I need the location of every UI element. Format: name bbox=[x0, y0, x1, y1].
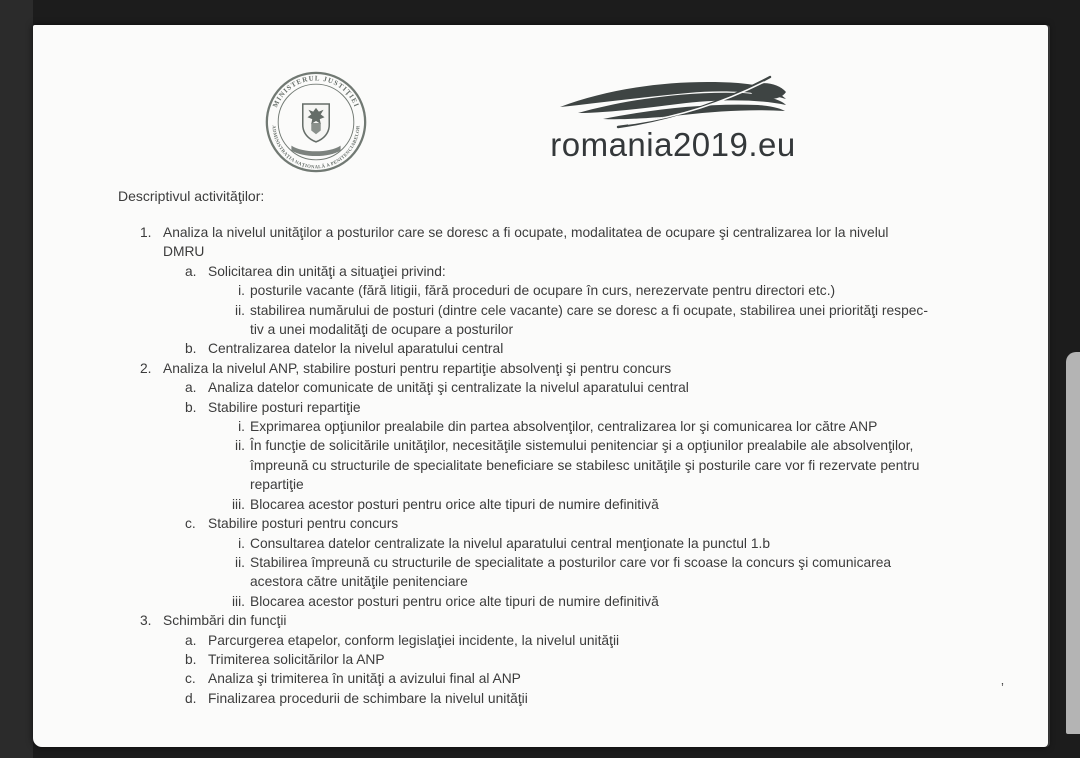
list-item-marker: d. bbox=[185, 690, 197, 706]
scanned-document-page bbox=[33, 25, 1048, 747]
list-item bbox=[33, 514, 1048, 533]
list-item-text: În funcţie de solicitările unităţilor, necesităţile sistemului penitenciar şi a opţiunilor prealabile ale absolvenţilor, împreună cu structurile de specialitate beneficiare se stabilesc unităţile şi posturile care vor fi rezervate pentru repartiţie bbox=[250, 438, 920, 493]
list-item-marker: iii. bbox=[231, 593, 245, 609]
list-item-marker: 3. bbox=[140, 613, 152, 629]
list-item bbox=[33, 689, 1048, 708]
list-item-text: Finalizarea procedurii de schimbare la nivelul unităţii bbox=[208, 690, 528, 706]
list-item-text: Consultarea datelor centralizate la nivelul aparatului central menţionate la punctul 1.b bbox=[250, 535, 770, 551]
list-item-marker: 1. bbox=[140, 225, 152, 240]
list-item-marker: ii. bbox=[235, 302, 245, 318]
list-item-text: Analiza la nivelul ANP, stabilire posturi pentru repartiţie absolvenţi şi pentru concurs bbox=[163, 360, 672, 376]
list-item-marker: i. bbox=[238, 535, 245, 551]
activity-list bbox=[33, 223, 1048, 708]
list-item-marker: i. bbox=[238, 419, 245, 435]
list-item bbox=[33, 417, 1048, 436]
scanner-background-left-strip bbox=[0, 0, 33, 758]
list-item bbox=[33, 262, 1048, 281]
list-item bbox=[33, 495, 1048, 514]
list-item-text: Stabilire posturi pentru concurs bbox=[208, 516, 399, 532]
list-item-text: Schimbări din funcţii bbox=[163, 613, 287, 629]
list-item bbox=[33, 534, 1048, 553]
list-item bbox=[33, 301, 1048, 340]
romania2019-logo bbox=[538, 73, 808, 164]
list-item-text: Blocarea acestor posturi pentru orice alte tipuri de numire definitivă bbox=[250, 496, 659, 512]
ministry-seal-icon bbox=[264, 70, 368, 174]
list-item-text: Solicitarea din unităţi a situaţiei privind: bbox=[208, 263, 446, 279]
list-item-marker: iii. bbox=[231, 496, 245, 512]
list-item bbox=[33, 611, 1048, 630]
list-item-text: Stabilirea împreună cu structurile de specialitate a posturilor care vor fi scoase la concurs şi comunicarea acestora către unităţile penitenciare bbox=[250, 554, 892, 590]
list-item bbox=[33, 223, 1048, 262]
list-item bbox=[33, 436, 1048, 494]
list-item-marker: c. bbox=[185, 671, 196, 687]
list-item-marker: ii. bbox=[235, 554, 245, 570]
list-item bbox=[33, 631, 1048, 650]
list-item-marker: c. bbox=[185, 516, 196, 532]
seal-top-text: MINISTERUL JUSTIŢIEI bbox=[271, 74, 361, 109]
list-item-marker: 2. bbox=[140, 360, 152, 376]
list-item-text: Parcurgerea etapelor, conform legislaţiei incidente, la nivelul unităţii bbox=[208, 632, 620, 648]
list-item bbox=[33, 359, 1048, 378]
list-item-marker: b. bbox=[185, 651, 197, 667]
list-item-text: Analiza datelor comunicate de unităţi şi centralizate la nivelul aparatului central bbox=[208, 380, 689, 396]
list-item-text: Blocarea acestor posturi pentru orice alte tipuri de numire definitivă bbox=[250, 593, 659, 609]
scan-artifact-speck: ’ bbox=[1001, 680, 1004, 695]
list-item bbox=[33, 669, 1048, 688]
logo-text: romania2019.eu bbox=[550, 126, 796, 163]
list-item-marker: a. bbox=[185, 632, 197, 648]
list-item-marker: ii. bbox=[235, 438, 245, 454]
list-item bbox=[33, 553, 1048, 592]
list-item-text: Trimiterea solicitărilor la ANP bbox=[208, 651, 385, 667]
scanner-background-side-object bbox=[1066, 352, 1080, 734]
list-item-text: Centralizarea datelor la nivelul aparatului central bbox=[208, 341, 504, 357]
list-item bbox=[33, 378, 1048, 397]
list-item bbox=[33, 650, 1048, 669]
list-item-text: posturile vacante (fără litigii, fără proceduri de ocupare în curs, nerezervate pentru directori etc.) bbox=[250, 283, 836, 299]
list-item bbox=[33, 281, 1048, 300]
list-item-text: Exprimarea opţiunilor prealabile din partea absolvenţilor, centralizarea lor şi comunicarea lor către ANP bbox=[250, 419, 878, 435]
list-item-text: Stabilire posturi repartiţie bbox=[208, 399, 361, 415]
list-item-marker: b. bbox=[185, 399, 197, 415]
list-item-marker: b. bbox=[185, 341, 197, 357]
list-item-text: Analiza şi trimiterea în unităţi a avizului final al ANP bbox=[208, 671, 521, 687]
list-item-marker: i. bbox=[238, 283, 245, 299]
logo-swoosh-icon bbox=[558, 73, 788, 129]
list-item bbox=[33, 339, 1048, 358]
page-title: Descriptivul activităţilor: bbox=[118, 188, 265, 204]
list-item bbox=[33, 398, 1048, 417]
list-item-marker: a. bbox=[185, 380, 197, 396]
list-item bbox=[33, 592, 1048, 611]
coat-of-arms-icon bbox=[291, 104, 340, 156]
list-item-marker: a. bbox=[185, 263, 197, 279]
list-item-text: Analiza la nivelul unităţilor a posturilor care se doresc a fi ocupate, modalitatea de ocupare şi centralizarea lor la nivelul DMRU bbox=[163, 225, 889, 260]
seal-bottom-text: ADMINISTRAŢIA NAŢIONALĂ A PENITENCIARELOR bbox=[270, 125, 362, 171]
list-item-text: stabilirea numărului de posturi (dintre cele vacante) care se doresc a fi ocupate, stabilirea unei priorităţi respec- tiv a unei modalităţi de ocupare a posturilor bbox=[250, 302, 928, 338]
